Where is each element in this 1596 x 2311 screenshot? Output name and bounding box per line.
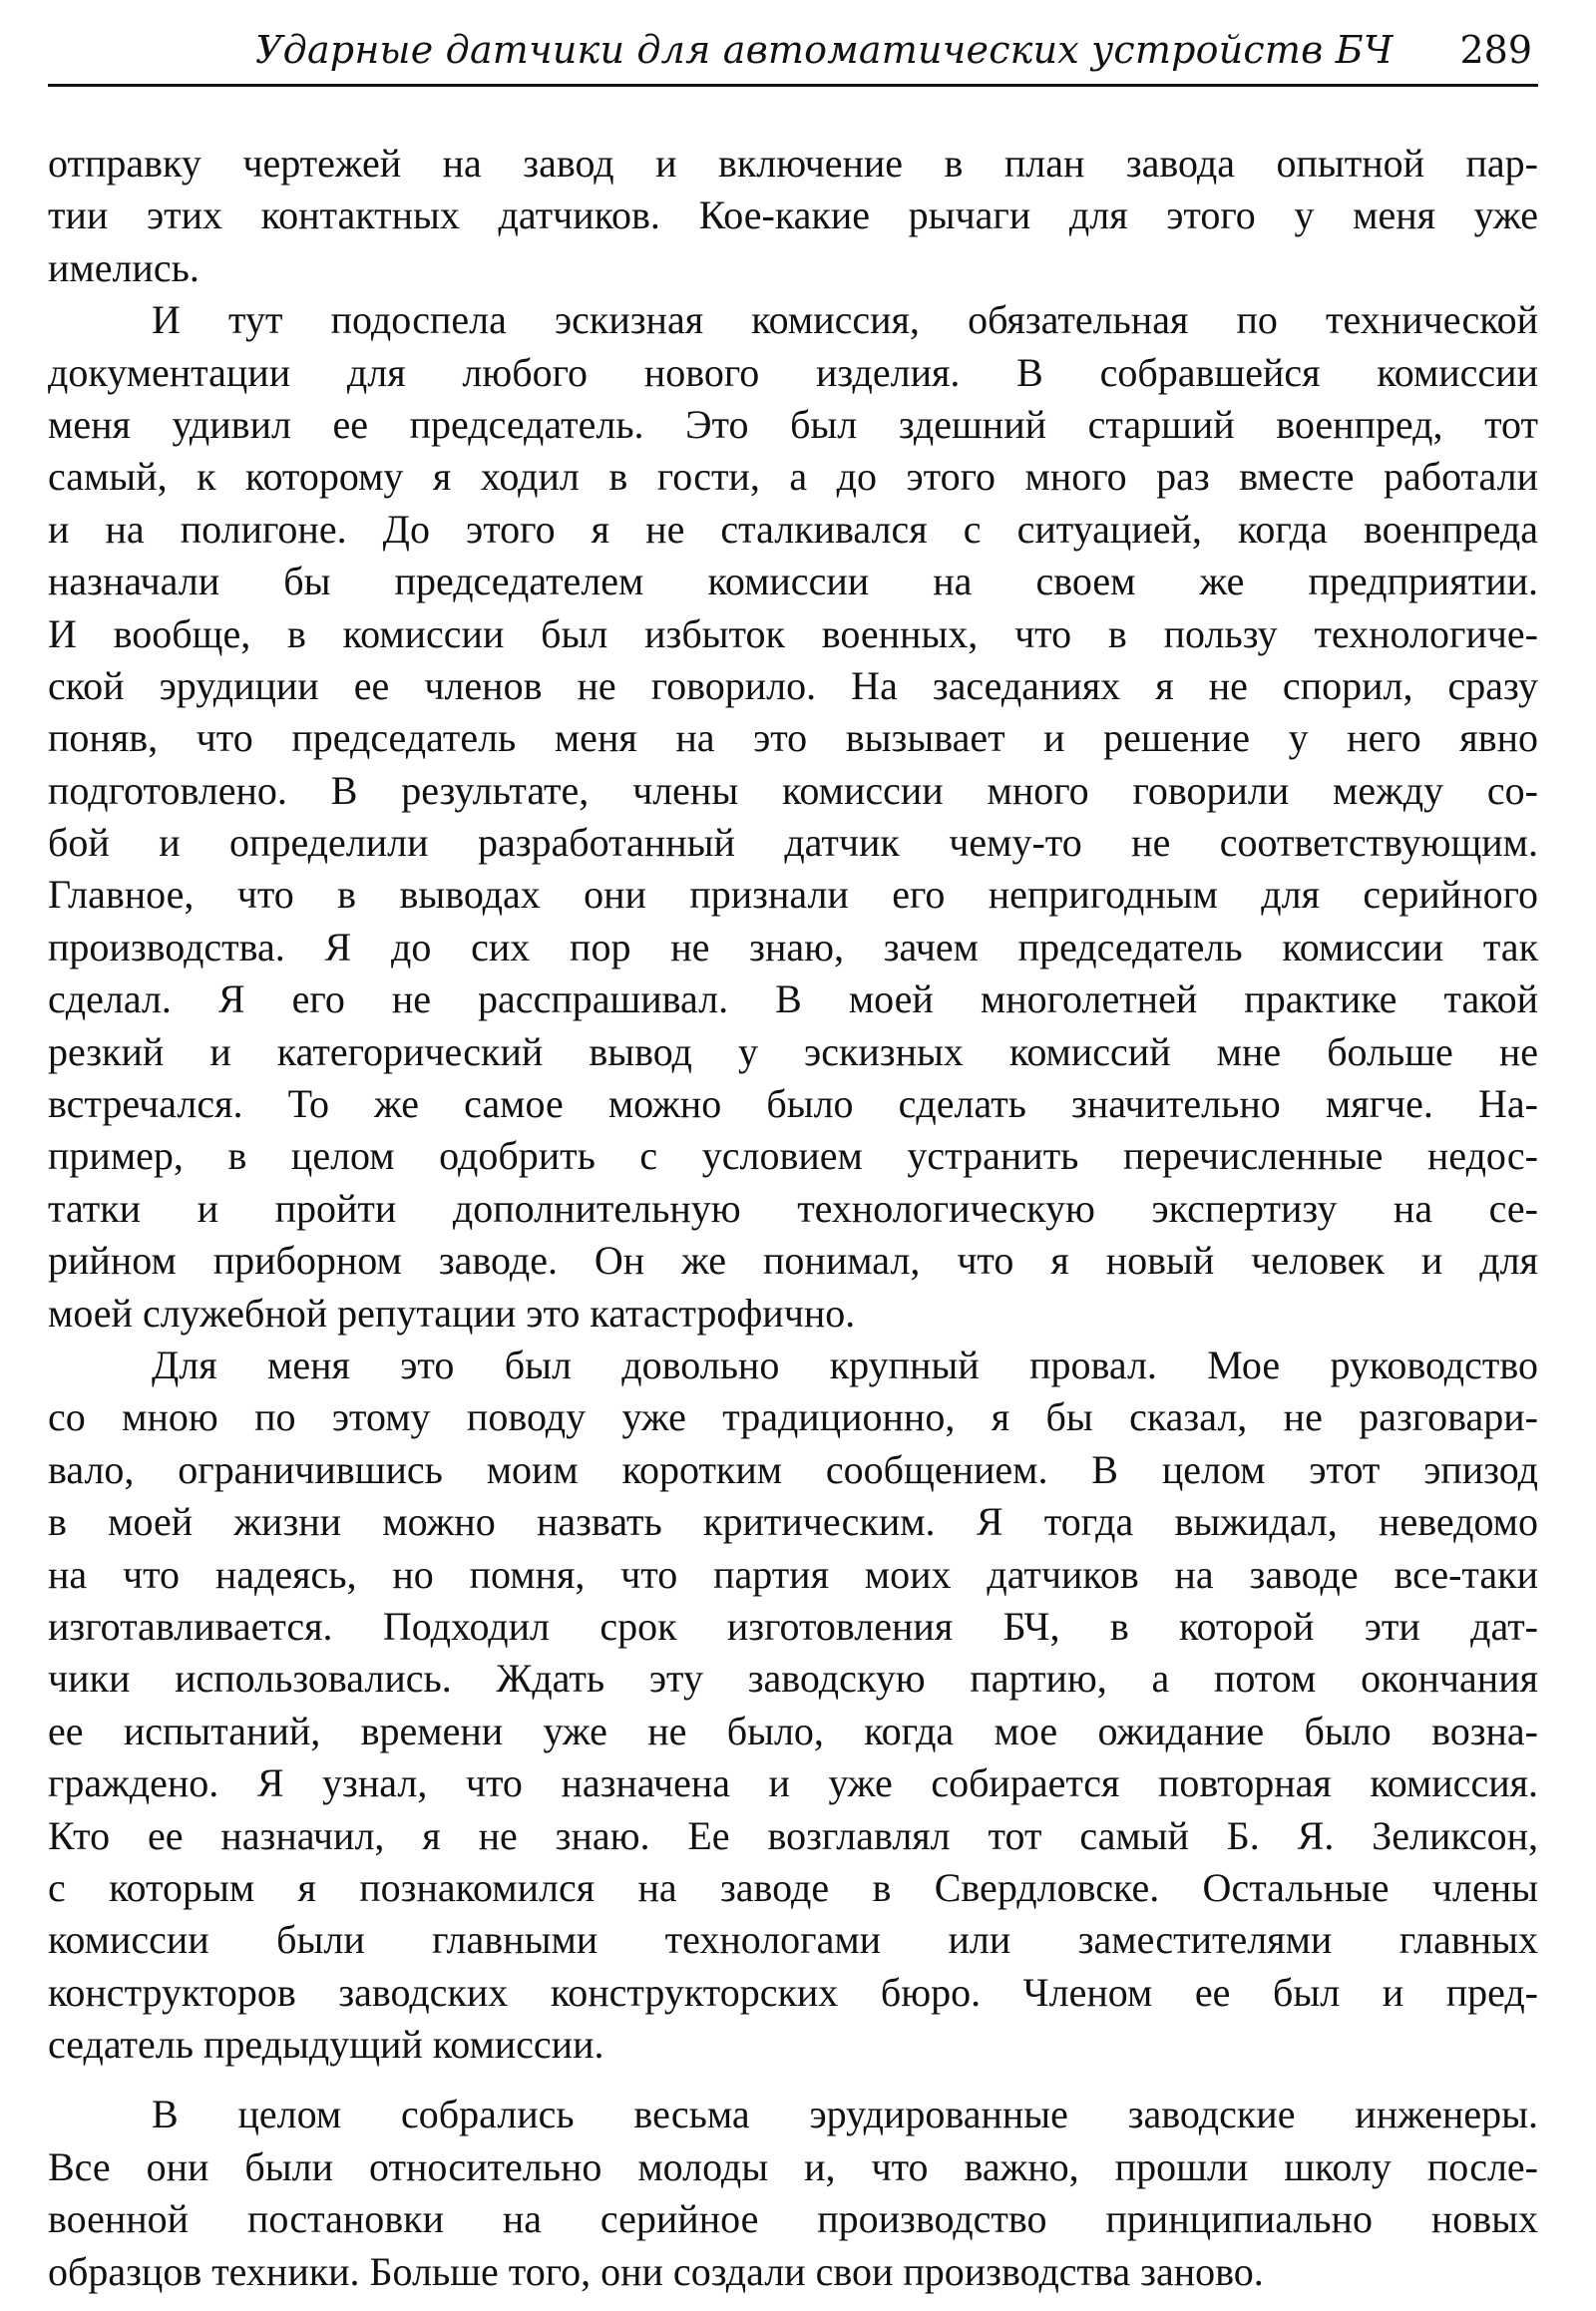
text-line: сделал. Я его не расспрашивал. В моей многолетней практике такой [48, 976, 1538, 1022]
text-line: конструкторов заводских конструкторских бюро. Членом ее был и пред- [48, 1969, 1538, 2015]
paragraph [48, 294, 1538, 1340]
text-line: и на полигоне. До этого я не сталкивался с ситуацией, когда военпреда [48, 506, 1538, 552]
text-line: И тут подоспела эскизная комиссия, обязательная по технической [152, 297, 1538, 343]
text-line: комиссии были главными технологами или заместителями главных [48, 1917, 1538, 1963]
text-line: Все они были относительно молоды и, что важно, прошли школу после- [48, 2143, 1538, 2189]
text-line: бой и определили разработанный датчик чему-то не соответствующим. [48, 820, 1538, 866]
text-line: самый, к которому я ходил в гости, а до этого много раз вместе работали [48, 454, 1538, 500]
text-line: поняв, что председатель меня на это вызывает и решение у него явно [48, 715, 1538, 761]
text-line: Главное, что в выводах они признали его непригодным для серийного [48, 872, 1538, 918]
text-line: моей служебной репутации это катастрофично. [48, 1290, 856, 1336]
paragraph-gap [48, 2071, 1538, 2089]
text-line: меня удивил ее председатель. Это был здешний старший военпред, тот [48, 401, 1538, 447]
text-line: граждено. Я узнал, что назначена и уже собирается повторная комиссия. [48, 1760, 1538, 1806]
text-line: вало, ограничившись моим коротким сообщением. В целом этот эпизод [48, 1446, 1538, 1492]
paragraph [48, 138, 1538, 294]
text-line: образцов техники. Больше того, они создали свои производства заново. [48, 2248, 1264, 2294]
text-line: ее испытаний, времени уже не было, когда мое ожидание было возна- [48, 1708, 1538, 1753]
text-line: седатель предыдущий комиссии. [48, 2022, 604, 2068]
text-line: татки и пройти дополнительную технологическую экспертизу на се- [48, 1185, 1538, 1231]
text-line: на что надеясь, но помня, что партия моих датчиков на заводе все-таки [48, 1551, 1538, 1597]
text-line: встречался. То же самое можно было сделать значительно мягче. На- [48, 1081, 1538, 1127]
text-line: изготавливается. Подходил срок изготовления БЧ, в которой эти дат- [48, 1603, 1538, 1649]
text-line: в моей жизни можно назвать критическим. Я тогда выжидал, неведомо [48, 1499, 1538, 1545]
text-line: резкий и категорический вывод у эскизных комиссий мне больше не [48, 1028, 1538, 1074]
text-line: чики использовались. Ждать эту заводскую партию, а потом окончания [48, 1656, 1538, 1702]
text-line: имелись. [48, 244, 200, 290]
text-line: В целом собрались весьма эрудированные заводские инженеры. [152, 2092, 1538, 2137]
paragraph [48, 2089, 1538, 2298]
text-line: пример, в целом одобрить с условием устранить перечисленные недос- [48, 1133, 1538, 1179]
text-line: производства. Я до сих пор не знаю, зачем председатель комиссии так [48, 924, 1538, 969]
text-line: Кто ее назначил, я не знаю. Ее возглавлял тот самый Б. Я. Зеликсон, [48, 1812, 1538, 1858]
text-line: рийном приборном заводе. Он же понимал, что я новый человек и для [48, 1238, 1538, 1284]
text-line: тии этих контактных датчиков. Кое-какие рычаги для этого у меня уже [48, 193, 1538, 238]
paragraph [48, 1340, 1538, 2071]
running-title: Ударные датчики для автоматических устройств БЧ [255, 28, 1394, 72]
text-line: документации для любого нового изделия. В собравшейся комиссии [48, 349, 1538, 395]
text-line: военной постановки на серийное производство принципиально новых [48, 2196, 1538, 2242]
page-number: 289 [1459, 28, 1532, 72]
body-text [48, 138, 1538, 2298]
text-line: с которым я познакомился на заводе в Свердловске. Остальные члены [48, 1864, 1538, 1910]
text-line: подготовлено. В результате, члены комиссии много говорили между со- [48, 767, 1538, 813]
text-line: ской эрудиции ее членов не говорило. На заседаниях я не спорил, сразу [48, 662, 1538, 708]
text-line: назначали бы председателем комиссии на своем же предприятии. [48, 559, 1538, 604]
text-line: со мною по этому поводу уже традиционно, я бы сказал, не разговари- [48, 1394, 1538, 1440]
text-line: И вообще, в комиссии был избыток военных, что в пользу технологиче- [48, 610, 1538, 656]
running-header [48, 22, 1538, 87]
text-line: Для меня это был довольно крупный провал. Мое руководство [152, 1342, 1538, 1387]
text-line: отправку чертежей на завод и включение в план завода опытной пар- [48, 141, 1538, 186]
